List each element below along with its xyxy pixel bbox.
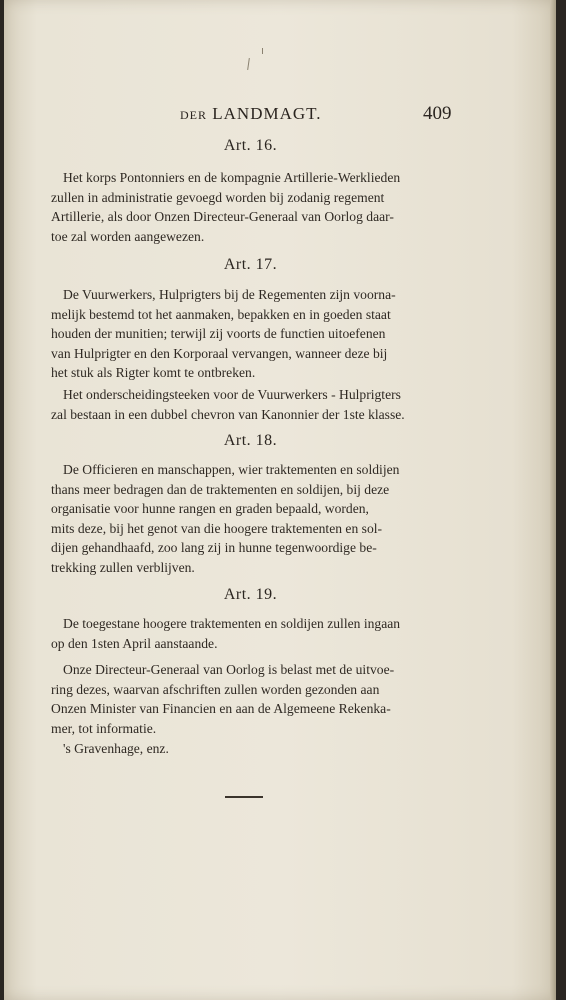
text-line: De Officieren en manschappen, wier traktementen en soldijen <box>63 462 400 477</box>
article-heading-18: Art. 18. <box>223 432 278 449</box>
paper-speck <box>247 58 250 70</box>
paper-speck <box>262 48 263 54</box>
text-line: mer, tot informatie. <box>51 720 157 736</box>
article-17-paragraph-1 <box>51 285 447 383</box>
article-heading-19: Art. 19. <box>223 586 278 603</box>
article-16-paragraph <box>51 168 447 246</box>
text-line: thans meer bedragen dan de traktementen en soldijen, bij deze <box>51 481 390 497</box>
end-rule <box>225 796 263 798</box>
text-line: Onze Directeur-Generaal van Oorlog is belast met de uitvoe- <box>63 662 395 677</box>
running-head <box>180 104 322 124</box>
text-line: ring dezes, waarvan afschriften zullen worden gezonden aan <box>51 681 380 697</box>
text-line: dijen gehandhaafd, zoo lang zij in hunne tegenwoordige be- <box>51 540 377 556</box>
text-line: Artillerie, als door Onzen Directeur-Generaal van Oorlog daar- <box>51 209 394 225</box>
article-heading-17: Art. 17. <box>223 256 278 273</box>
article-heading-16: Art. 16. <box>223 137 278 154</box>
running-head-small: DER <box>180 108 207 122</box>
text-line: Het onderscheidingsteeken voor de Vuurwerkers - Hulprigters <box>63 387 401 402</box>
closing-line: 's Gravenhage, enz. <box>63 741 169 756</box>
article-18-paragraph <box>51 460 447 578</box>
text-line: van Hulprigter en den Korporaal vervangen, wanneer deze bij <box>51 345 388 361</box>
book-page <box>4 0 556 1000</box>
text-line: het stuk als Rigter komt te ontbreken. <box>51 365 256 381</box>
text-line: houden der munitien; terwijl zij voorts de functien uitoefenen <box>51 326 386 342</box>
text-line: mits deze, bij het genot van die hoogere traktementen en sol- <box>51 520 383 536</box>
article-19-paragraph-2 <box>51 660 447 738</box>
article-17-paragraph-2 <box>51 385 447 424</box>
page-edge <box>550 0 556 1000</box>
page-number: 409 <box>423 103 452 124</box>
running-head-title: LANDMAGT. <box>212 104 322 123</box>
text-line: toe zal worden aangewezen. <box>51 228 205 244</box>
text-line: trekking zullen verblijven. <box>51 559 195 575</box>
text-line: melijk bestemd tot het aanmaken, bepakken en in goeden staat <box>51 306 391 322</box>
text-line: zullen in administratie gevoegd worden bij zodanig regement <box>51 189 385 205</box>
text-line: De Vuurwerkers, Hulprigters bij de Regementen zijn voorna- <box>63 287 396 302</box>
text-line: op den 1sten April aanstaande. <box>51 635 218 651</box>
text-line: Onzen Minister van Financien en aan de Algemeene Rekenka- <box>51 701 391 717</box>
article-19-paragraph-1 <box>51 614 447 653</box>
text-line: De toegestane hoogere traktementen en soldijen zullen ingaan <box>63 616 401 631</box>
text-line: organisatie voor hunne rangen en graden bepaald, worden, <box>51 501 369 517</box>
text-line: Het korps Pontonniers en de kompagnie Artillerie-Werklieden <box>63 170 401 185</box>
text-line: zal bestaan in een dubbel chevron van Kanonnier der 1ste klasse. <box>51 406 405 422</box>
